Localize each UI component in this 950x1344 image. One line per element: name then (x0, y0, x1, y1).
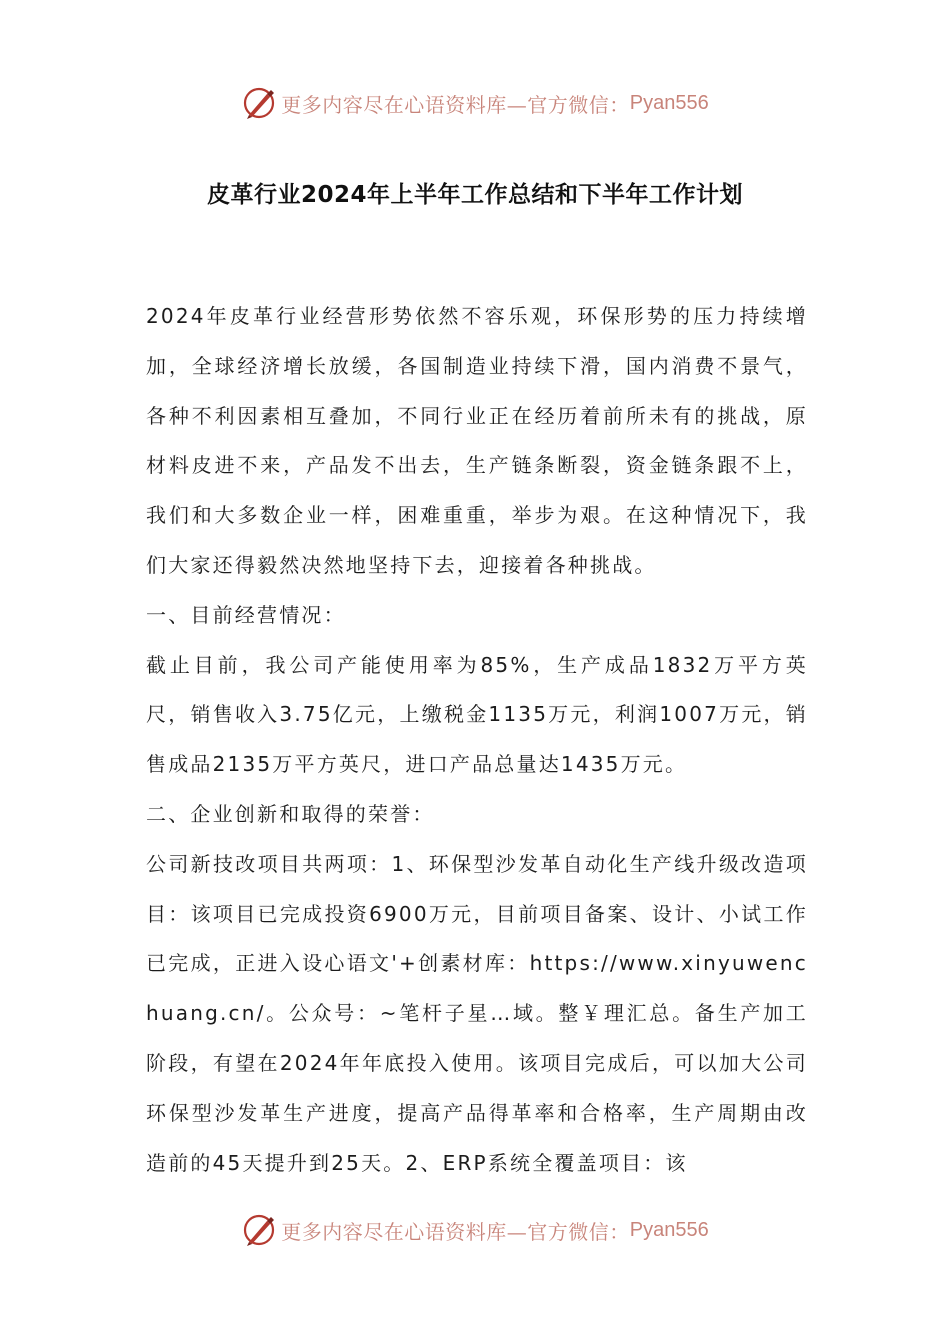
watermark-text: 更多内容尽在心语资料库—官方微信： (281, 92, 630, 117)
watermark-banner-bottom (0, 1210, 950, 1250)
watermark-text: 更多内容尽在心语资料库—官方微信： (281, 1219, 630, 1244)
document-body (146, 292, 808, 1188)
section-heading-operations: 一、目前经营情况： (146, 602, 346, 627)
pen-logo-icon (241, 85, 277, 121)
watermark-banner-top (0, 83, 950, 123)
innovation-paragraph: 公司新技改项目共两项：1、环保型沙发革自动化生产线升级改造项目：该项目已完成投资6900万元，目前项目备案、设计、小试工作已完成，正进入设心语文'+创素材库：https://www.xinyuwenchuang.cn/。公众号：~笔杆子星…域。整￥理汇总。备生产加工阶段，有望在2024年年底投入使用。该项目完成后，可以加大公司环保型沙发革生产进度，提高产品得革率和合格率，生产周期由改造前的45天提升到25天。2、ERP系统全覆盖项目：该 (146, 851, 808, 1175)
document-title: 皮革行业2024年上半年工作总结和下半年工作计划 (206, 182, 743, 208)
watermark-wechat-id: Pyan556 (629, 1218, 709, 1241)
operations-paragraph: 截止目前，我公司产能使用率为85%，生产成品1832万平方英尺，销售收入3.75亿元，上缴税金1135万元，利润1007万元，销售成品2135万平方英尺，进口产品总量达1435万元。 (146, 652, 808, 777)
watermark-wechat-id: Pyan556 (629, 91, 709, 114)
section-heading-innovation: 二、企业创新和取得的荣誉： (146, 801, 435, 826)
intro-paragraph: 2024年皮革行业经营形势依然不容乐观，环保形势的压力持续增加，全球经济增长放缓，各国制造业持续下滑，国内消费不景气，各种不利因素相互叠加，不同行业正在经历着前所未有的挑战，原材料皮进不来，产品发不出去，生产链条断裂，资金链条跟不上，我们和大多数企业一样，困难重重，举步为艰。在这种情况下，我们大家还得毅然决然地坚持下去，迎接着各种挑战。 (146, 304, 808, 577)
pen-logo-icon (241, 1212, 277, 1248)
